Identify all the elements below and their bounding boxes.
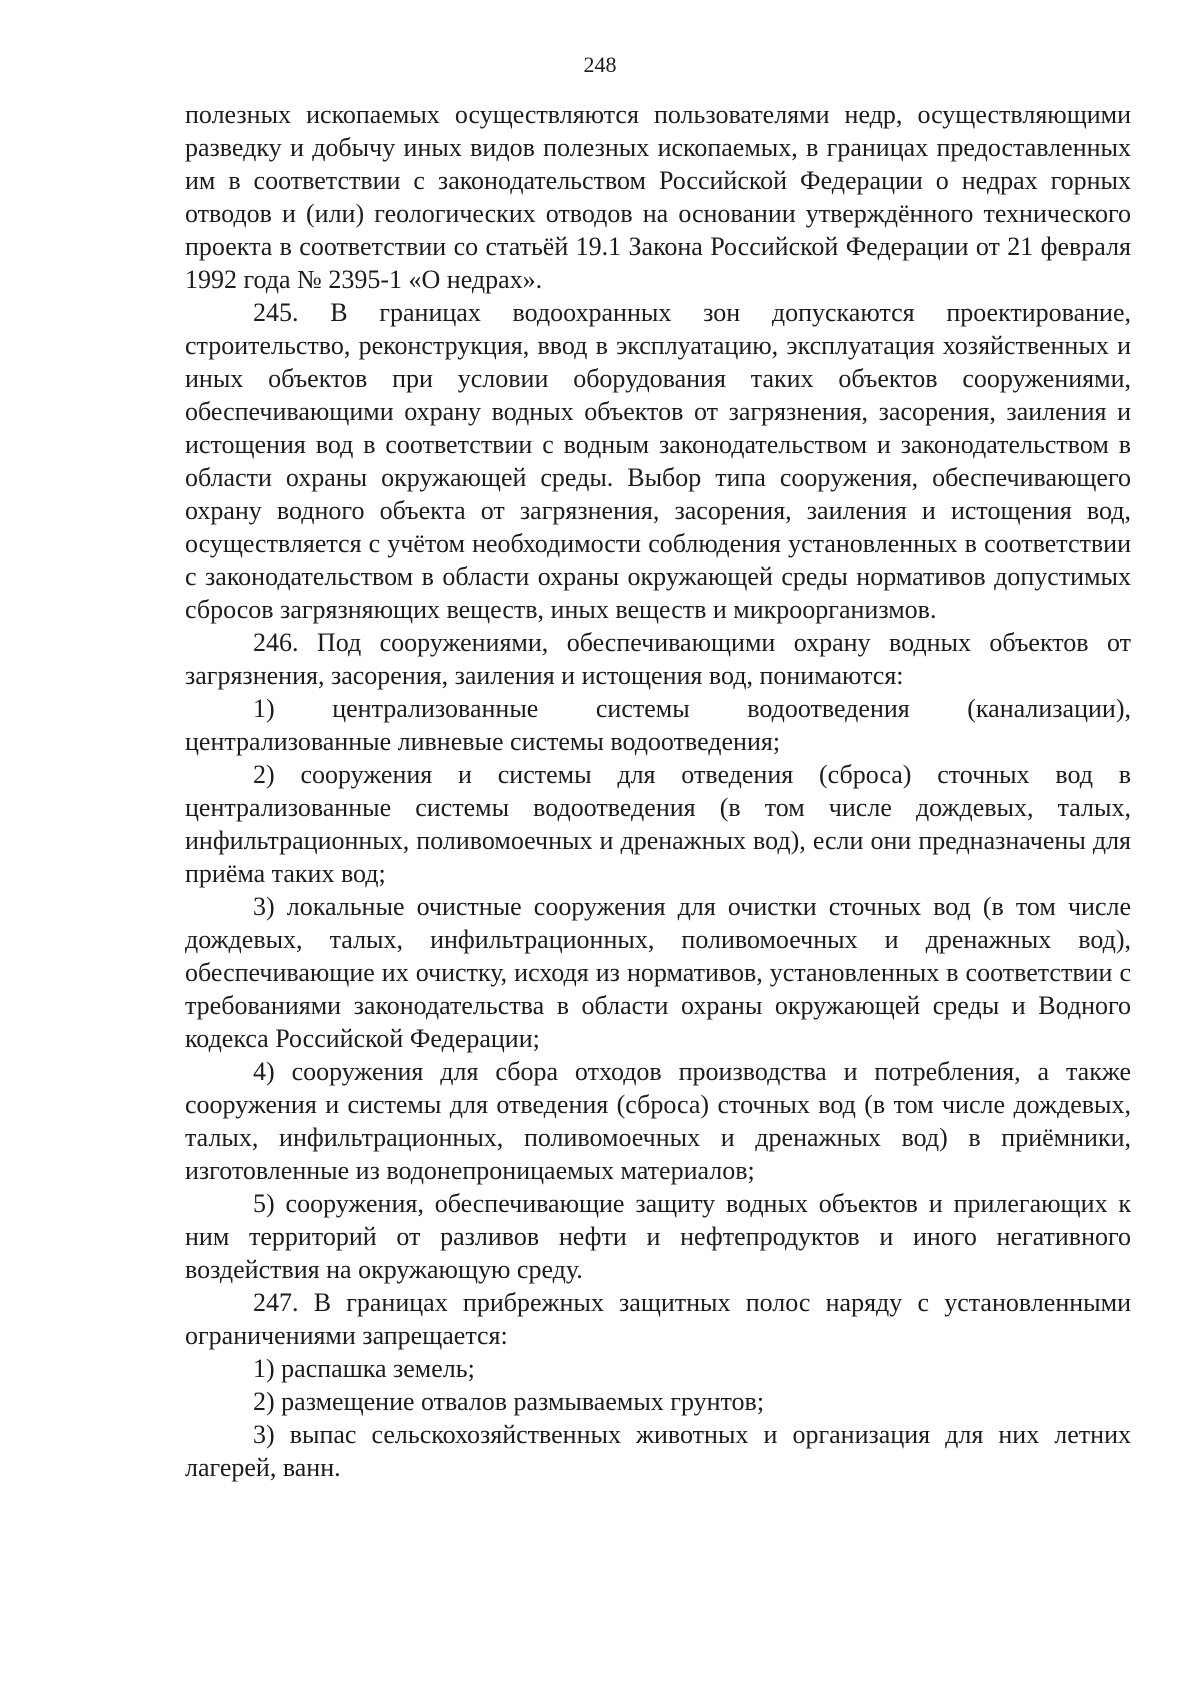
paragraph-246: 246. Под сооружениями, обеспечивающими охрану водных объектов от загрязнения, засорения, заиления и истощения вод, понимаются: [185,628,1131,690]
list-item-247-2: 2) размещение отвалов размываемых грунтов; [253,1387,765,1416]
list-item-246-1: 1) централизованные системы водоотведения (канализации), централизованные ливневые системы водоотведения; [185,694,1131,756]
paragraph-245: 245. В границах водоохранных зон допускаются проектирование, строительство, реконструкция, ввод в эксплуатацию, эксплуатация хозяйственных и иных объектов при условии оборудования таких объектов сооружениями, обеспечивающими охрану водных объектов от загрязнения, засорения, заиления и истощения вод в соответствии с водным законодательством и законодательством в области охраны окружающей среды. Выбор типа сооружения, обеспечивающего охрану водного объекта от загрязнения, засорения, заиления и истощения вод, осуществляется с учётом необходимости соблюдения установленных в соответствии с законодательством в области охраны окружающей среды нормативов допустимых сбросов загрязняющих веществ, иных веществ и микроорганизмов. [185,298,1131,624]
list-item-246-2: 2) сооружения и системы для отведения (сброса) сточных вод в централизованные системы водоотведения (в том числе дождевых, талых, инфильтрационных, поливомоечных и дренажных вод), если они предназначены для приёма таких вод; [185,760,1131,888]
page-number: 248 [583,52,617,77]
list-item-247-3: 3) выпас сельскохозяйственных животных и организация для них летних лагерей, ванн. [185,1420,1131,1482]
paragraph-continuation: полезных ископаемых осуществляются пользователями недр, осуществляющими разведку и добычу иных видов полезных ископаемых, в границах предоставленных им в соответствии с законодательством Российской Федерации о недрах горных отводов и (или) геологических отводов на основании утверждённого технического проекта в соответствии со статьёй 19.1 Закона Российской Федерации от 21 февраля 1992 года № 2395-1 «О недрах». [185,100,1131,294]
list-item-246-3: 3) локальные очистные сооружения для очистки сточных вод (в том числе дождевых, талых, инфильтрационных, поливомоечных и дренажных вод), обеспечивающие их очистку, исходя из нормативов, установленных в соответствии с требованиями законодательства в области охраны окружающей среды и Водного кодекса Российской Федерации; [185,892,1131,1053]
list-item-246-4: 4) сооружения для сбора отходов производства и потребления, а также сооружения и системы для отведения (сброса) сточных вод (в том числе дождевых, талых, инфильтрационных, поливомоечных и дренажных вод) в приёмники, изготовленные из водонепроницаемых материалов; [185,1057,1131,1185]
list-item-247-1: 1) распашка земель; [253,1354,475,1383]
paragraph-247: 247. В границах прибрежных защитных полос наряду с установленными ограничениями запрещается: [185,1288,1131,1350]
list-item-246-5: 5) сооружения, обеспечивающие защиту водных объектов и прилегающих к ним территорий от разливов нефти и нефтепродуктов и иного негативного воздействия на окружающую среду. [185,1189,1131,1284]
document-body [185,98,1131,1484]
